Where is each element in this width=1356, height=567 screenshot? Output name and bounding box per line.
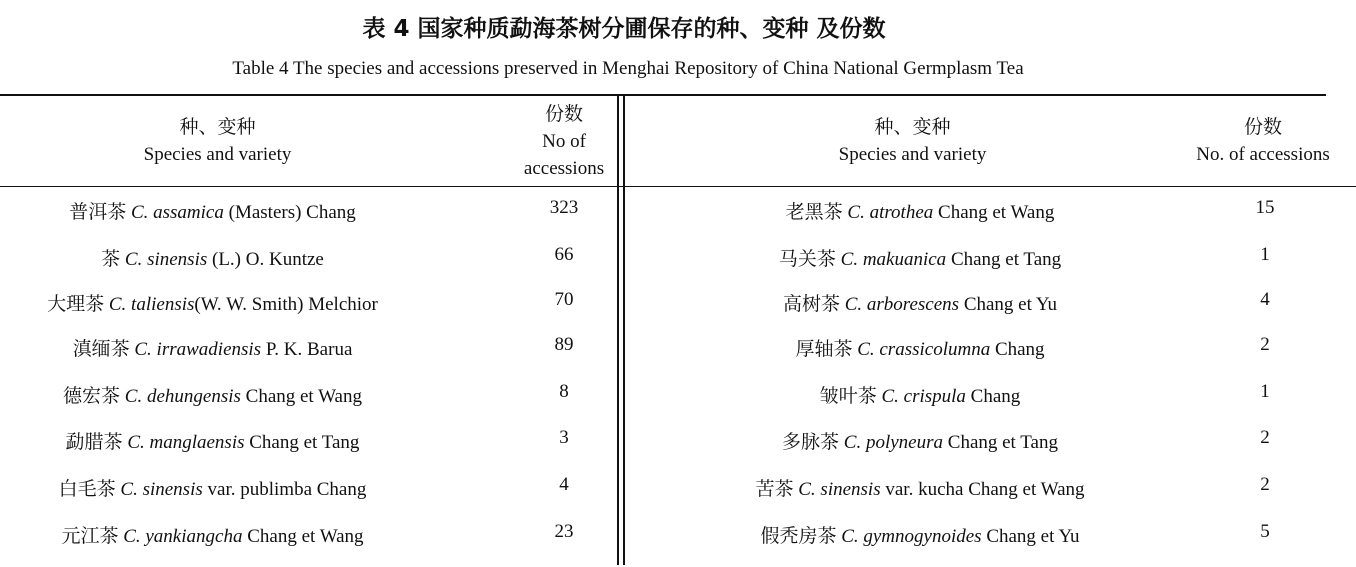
- table-row: [0, 244, 1356, 290]
- table-row: [0, 521, 1356, 567]
- left-species-cell: [0, 381, 425, 408]
- right-species-author: Chang et Tang: [947, 432, 1058, 453]
- table-row: [0, 427, 1356, 473]
- left-count-cell: 70: [554, 289, 574, 310]
- right-species-sci: C. sinensis: [798, 479, 881, 500]
- header-right-species-en: Species and variety: [838, 144, 987, 165]
- right-species-cell: [625, 474, 1215, 501]
- right-species-author: Chang et Yu: [963, 294, 1058, 315]
- left-species-zh: 滇缅茶: [72, 338, 130, 360]
- left-species-author: (L.) O. Kuntze: [212, 249, 324, 270]
- left-count-cell: 66: [554, 244, 574, 265]
- header-right-count-en: No. of accessions: [1196, 144, 1330, 165]
- right-species-sci: C. crispula: [881, 386, 966, 407]
- right-species-cell: [625, 334, 1215, 361]
- left-species-cell: [0, 427, 425, 454]
- right-count-cell: 5: [1260, 521, 1270, 542]
- left-species-sci: C. manglaensis: [127, 432, 245, 453]
- right-species-cell: [625, 289, 1215, 316]
- left-count-cell: 323: [549, 197, 579, 218]
- left-count-cell: 3: [559, 427, 569, 448]
- right-count-cell: 2: [1260, 427, 1270, 448]
- left-species-zh: 勐腊茶: [65, 431, 123, 453]
- right-species-zh: 苦茶: [755, 478, 794, 500]
- header-left-species-en: Species and variety: [143, 144, 292, 165]
- right-species-cell: [625, 427, 1215, 454]
- left-species-sci: C. irrawadiensis: [134, 339, 262, 360]
- left-species-zh: 大理茶: [47, 293, 105, 315]
- left-species-zh: 茶: [101, 248, 121, 270]
- right-count-cell: 15: [1255, 197, 1275, 218]
- left-species-zh: 德宏茶: [63, 385, 121, 407]
- left-species-sci: C. sinensis: [124, 249, 208, 270]
- left-species-zh: 普洱茶: [69, 201, 127, 223]
- left-species-sci: C. dehungensis: [124, 386, 241, 407]
- left-species-author: var. publimba Chang: [207, 479, 367, 500]
- right-species-sci: C. makuanica: [840, 249, 947, 270]
- header-right-count-zh: 份数: [1243, 116, 1282, 138]
- table-title: 表 4 国家种质勐海茶树分圃保存的种、变种 及份数: [362, 16, 886, 42]
- table-row: [0, 474, 1356, 520]
- right-species-sci: C. atrothea: [847, 202, 934, 223]
- right-species-zh: 马关茶: [778, 248, 836, 270]
- table-row: [0, 289, 1356, 335]
- left-species-author: Chang et Wang: [245, 386, 362, 407]
- right-species-author: Chang et Yu: [986, 526, 1080, 547]
- right-species-sci: C. gymnogynoides: [841, 526, 982, 547]
- left-species-author: (Masters) Chang: [228, 202, 356, 223]
- left-species-zh: 白毛茶: [58, 478, 116, 500]
- header-rule: [0, 186, 1356, 187]
- right-species-zh: 多脉茶: [782, 431, 840, 453]
- right-species-zh: 假秃房茶: [760, 525, 837, 547]
- right-count-cell: 2: [1260, 334, 1270, 355]
- left-species-cell: [0, 521, 425, 548]
- right-species-zh: 厚轴茶: [795, 338, 853, 360]
- left-species-cell: [0, 197, 425, 224]
- right-species-author: Chang et Tang: [950, 249, 1062, 270]
- header-left-count: [505, 101, 623, 182]
- right-species-sci: C. polyneura: [843, 432, 944, 453]
- header-left-count-en-1: No of: [542, 131, 586, 152]
- right-species-zh: 皱叶茶: [819, 385, 877, 407]
- header-left-count-zh: 份数: [544, 103, 583, 125]
- right-species-cell: [625, 381, 1215, 408]
- right-species-cell: [625, 244, 1215, 271]
- header-left-count-en-2: accessions: [523, 158, 605, 179]
- left-species-author: P. K. Barua: [265, 339, 353, 360]
- right-species-author: Chang et Wang: [938, 202, 1055, 223]
- left-count-cell: 4: [559, 474, 569, 495]
- table-subtitle: Table 4 The species and accessions preserved in Menghai Repository of China National Germplasm Tea: [232, 58, 1024, 79]
- header-right-count: [1170, 114, 1356, 168]
- right-count-cell: 1: [1260, 381, 1270, 402]
- left-species-sci: C. taliensis: [108, 294, 195, 315]
- table-row: [0, 197, 1356, 243]
- left-species-author: (W. W. Smith) Melchior: [194, 294, 378, 315]
- right-species-author: Chang: [994, 339, 1045, 360]
- left-species-cell: [0, 334, 425, 361]
- header-right-species-zh: 种、变种: [874, 116, 951, 138]
- right-species-sci: C. arborescens: [844, 294, 960, 315]
- table-row: [0, 381, 1356, 427]
- left-species-cell: [0, 244, 425, 271]
- left-count-cell: 89: [554, 334, 574, 355]
- top-rule: [0, 94, 1326, 96]
- right-count-cell: 2: [1260, 474, 1270, 495]
- right-species-sci: C. crassicolumna: [857, 339, 991, 360]
- left-species-cell: [0, 474, 425, 501]
- right-count-cell: 1: [1260, 244, 1270, 265]
- header-left-species: [95, 114, 340, 168]
- right-species-zh: 高树茶: [782, 293, 840, 315]
- right-count-cell: 4: [1260, 289, 1270, 310]
- right-species-zh: 老黑茶: [785, 201, 843, 223]
- left-species-sci: C. yankiangcha: [123, 526, 243, 547]
- right-species-author: var. kucha Chang et Wang: [885, 479, 1085, 500]
- right-species-cell: [625, 197, 1215, 224]
- left-species-sci: C. assamica: [130, 202, 224, 223]
- header-right-species: [790, 114, 1035, 168]
- right-species-cell: [625, 521, 1215, 548]
- left-count-cell: 8: [559, 381, 569, 402]
- left-species-author: Chang et Wang: [247, 526, 364, 547]
- left-species-cell: [0, 289, 425, 316]
- right-species-author: Chang: [970, 386, 1021, 407]
- left-species-author: Chang et Tang: [249, 432, 360, 453]
- left-species-zh: 元江茶: [61, 525, 119, 547]
- left-species-sci: C. sinensis: [120, 479, 203, 500]
- left-count-cell: 23: [554, 521, 574, 542]
- table-row: [0, 334, 1356, 380]
- header-left-species-zh: 种、变种: [179, 116, 256, 138]
